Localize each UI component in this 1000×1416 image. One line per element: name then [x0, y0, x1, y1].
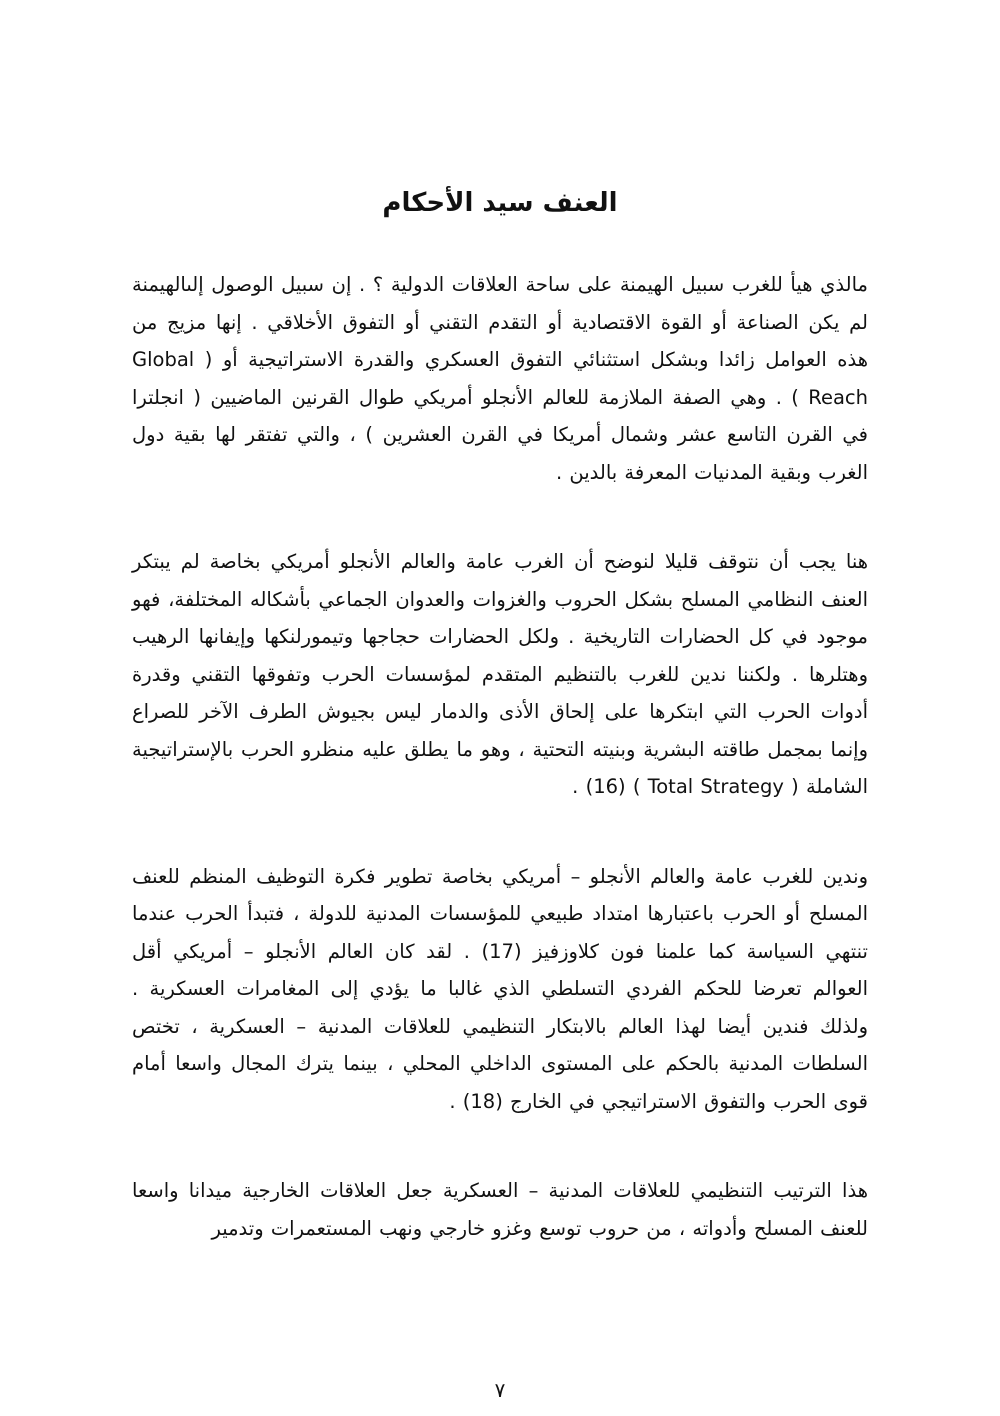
paragraph-2: هنا يجب أن نتوقف قليلا لنوضح أن الغرب عامة والعالم الأنجلو أمريكي بخاصة لم يبتكر العنف النظامي المسلح بشكل الحروب والغزوات والعدوان الجماعي بأشكاله المختلفة، فهو موجود في كل الحضارات التاريخية . ولكل الحضارات حجاجها وتيمورلنكها وإيفانها الرهيب وهتلرها . ولكننا ندين للغرب بالتنظيم المتقدم لمؤسسات الحرب وتفوقها التقني وقدرة أدوات الحرب التي ابتكرها على إلحاق الأذى والدمار ليس بجيوش الطرف الآخر للصراع وإنما بمجمل طاقته البشرية وبنيته التحتية ، وهو ما يطلق عليه منظرو الحرب بالإستراتيجية الشاملة ( Total Strategy ) (16) .	[132, 550, 868, 798]
paragraph-1: مالذي هيأ للغرب سبيل الهيمنة على ساحة العلاقات الدولية ؟ . إن سبيل الوصول إلىالهيمنة لم يكن الصناعة أو القوة الاقتصادية أو التقدم التقني أو التفوق الأخلاقي . إنها مزيج من هذه العوامل زائدا وبشكل استثنائي التفوق العسكري والقدرة الاستراتيجية أو ( Global Reach ) . وهي الصفة الملازمة للعالم الأنجلو أمريكي طوال القرنين الماضيين ( انجلترا في القرن التاسع عشر وشمال أمريكا في القرن العشرين ) ، والتي تفتقر لها بقية دول الغرب وبقية المدنيات المعرفة بالدين .	[132, 273, 868, 484]
paragraph-4: هذا الترتيب التنظيمي للعلاقات المدنية – العسكرية جعل العلاقات الخارجية ميدانا واسعا للعنف المسلح وأدواته ، من حروب توسع وغزو خارجي ونهب المستعمرات وتدمير	[132, 1179, 868, 1240]
page-number: ٧	[494, 1378, 506, 1402]
paragraph-3: وندين للغرب عامة والعالم الأنجلو – أمريكي بخاصة تطوير فكرة التوظيف المنظم للعنف المسلح أو الحرب باعتبارها امتداد طبيعي للمؤسسات المدنية للدولة ، فتبدأ الحرب عندما تنتهي السياسة كما علمنا فون كلاوزفيز (17) . لقد كان العالم الأنجلو – أمريكي أقل العوالم تعرضا للحكم الفردي التسلطي الذي غالبا ما يؤدي إلى المغامرات العسكرية . ولذلك فندين أيضا لهذا العالم بالابتكار التنظيمي للعلاقات المدنية – العسكرية ، تختص السلطات المدنية بالحكم على المستوى الداخلي المحلي ، بينما يترك المجال واسعا أمام قوى الحرب والتفوق الاستراتيجي في الخارج (18) .	[132, 864, 868, 1113]
document-body	[132, 266, 868, 1299]
page-title: العنف سيد الأحكام	[382, 188, 618, 218]
